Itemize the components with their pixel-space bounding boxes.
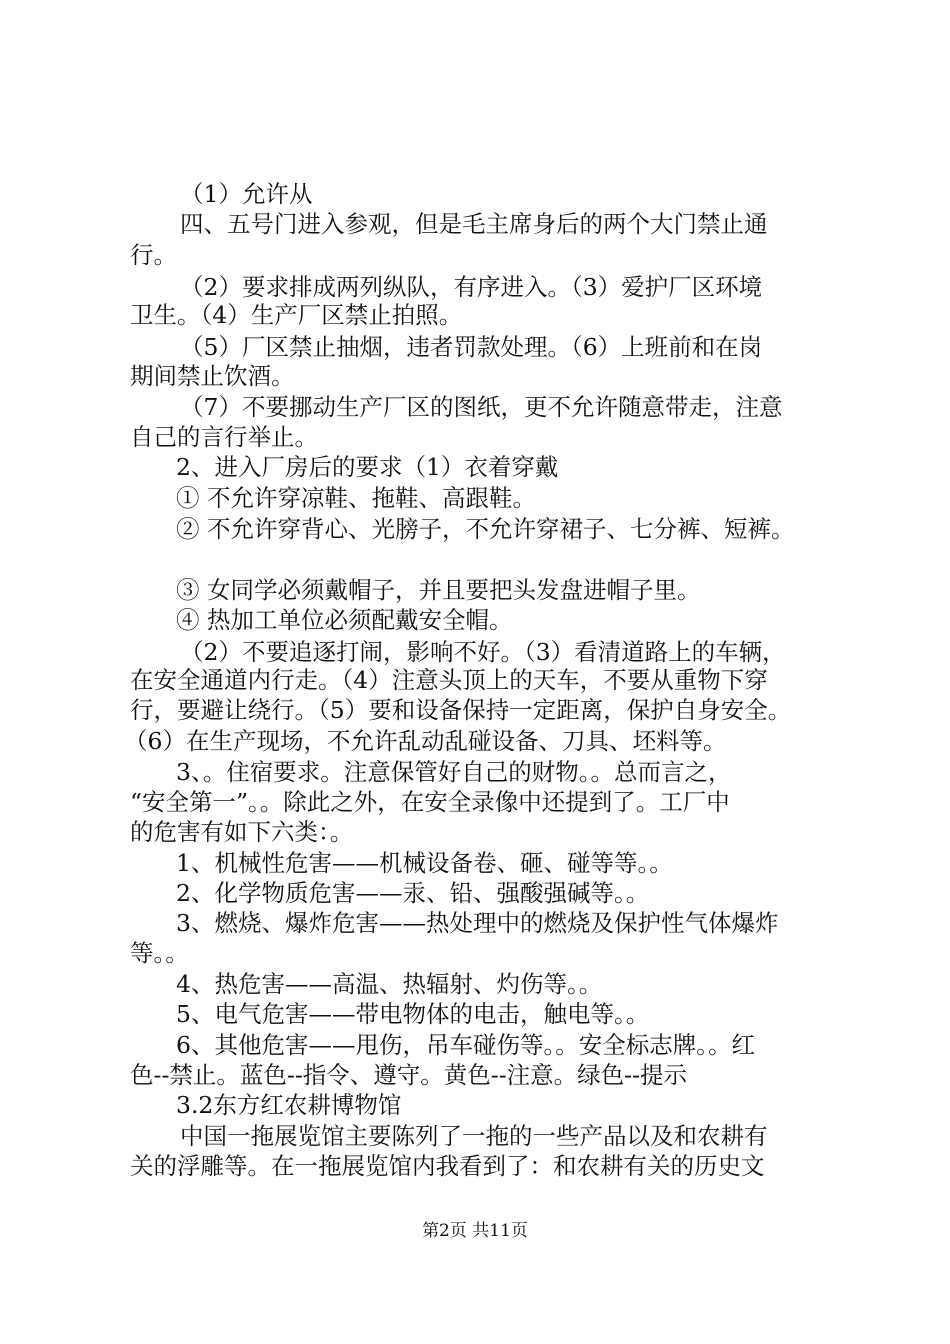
text-line: 等。。 [130, 939, 189, 967]
text-line: 色--禁止。蓝色--指令、遵守。黄色--注意。绿色--提示 [130, 1061, 688, 1089]
text-line: 自己的言行举止。 [130, 423, 318, 451]
text-line: ③ 女同学必须戴帽子，并且要把头发盘进帽子里。 [176, 576, 701, 604]
text-line: 行。 [130, 241, 177, 269]
text-line: ① 不允许穿凉鞋、拖鞋、高跟鞋。 [176, 484, 536, 512]
text-line: 关的浮雕等。在一拖展览馆内我看到了：和农耕有关的历史文 [130, 1152, 765, 1180]
text-line: 6、其他危害——甩伤，吊车碰伤等。。安全标志牌。。红 [176, 1031, 755, 1059]
text-line: （5）厂区禁止抽烟，违者罚款处理。（6）上班前和在岗 [180, 333, 763, 361]
text-line: 中国一拖展览馆主要陈列了一拖的一些产品以及和农耕有 [180, 1122, 768, 1150]
text-line: ② 不允许穿背心、光膀子，不允许穿裙子、七分裤、短裤。 [176, 515, 795, 543]
text-line: （6）在生产现场，不允许乱动乱碰设备、刀具、坯料等。 [124, 727, 727, 755]
text-line: （2）不要追逐打闹，影响不好。（3）看清道路上的车辆， [180, 638, 786, 666]
text-line: 1、机械性危害——机械设备卷、砸、碰等等。。 [176, 849, 673, 877]
text-line: 四、五号门进入参观，但是毛主席身后的两个大门禁止通 [180, 210, 768, 238]
text-line: 2、化学物质危害——汞、铅、强酸强碱等。。 [176, 879, 650, 907]
text-line: （7）不要挪动生产厂区的图纸，更不允许随意带走，注意 [180, 393, 783, 421]
text-line: 在安全通道内行走。（4）注意头顶上的天车，不要从重物下穿 [130, 666, 768, 694]
text-line: （1）允许从 [180, 180, 313, 208]
text-line: 行，要避让绕行。（5）要和设备保持一定距离，保护自身安全。 [130, 696, 792, 724]
text-line: 3、燃烧、爆炸危害——热处理中的燃烧及保护性气体爆炸 [176, 909, 779, 937]
text-line: 3.2东方红农耕博物馆 [176, 1091, 402, 1119]
text-line: （2）要求排成两列纵队，有序进入。（3）爱护厂区环境 [180, 273, 763, 301]
text-line: 2、进入厂房后的要求（1）衣着穿戴 [176, 453, 559, 481]
text-line: 4、热危害——高温、热辐射、灼伤等。。 [176, 970, 603, 998]
text-line: 的危害有如下六类：。 [130, 818, 354, 846]
page-number-footer: 第2页 共11页 [422, 1221, 528, 1241]
text-line: 5、电气危害——带电物体的电击，触电等。。 [176, 1000, 650, 1028]
text-line: 卫生。（4）生产厂区禁止拍照。 [130, 301, 463, 329]
text-line: 期间禁止饮酒。 [130, 362, 295, 390]
text-line: “安全第一”。。除此之外，在安全录像中还提到了。工厂中 [130, 788, 730, 816]
text-line: 3、。住宿要求。注意保管好自己的财物。。总而言之， [176, 758, 732, 786]
text-line: ④ 热加工单位必须配戴安全帽。 [176, 606, 513, 634]
